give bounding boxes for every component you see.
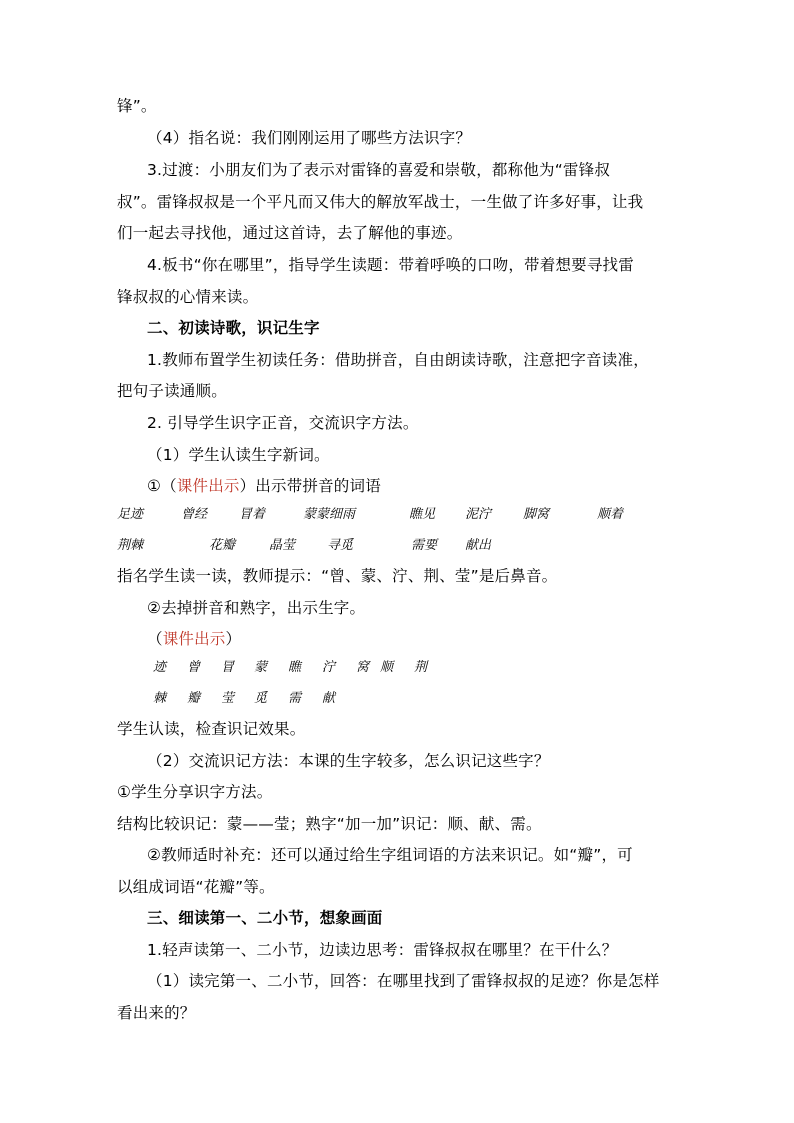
text-fragment: ）出示带拼音的词语 <box>239 477 381 495</box>
new-character: 泞 <box>322 660 336 675</box>
text-line: ①学生分享识字方法。 <box>117 783 273 801</box>
vocab-word: 花瓣 <box>209 538 236 553</box>
new-character: 需 <box>288 691 302 706</box>
new-character: 棘 <box>153 691 167 706</box>
text-line: 把句子读通顺。 <box>117 382 227 400</box>
new-character: 冒 <box>221 660 235 675</box>
new-character: 莹 <box>221 691 235 706</box>
new-character: 瞧 <box>288 660 302 675</box>
vocab-word: 脚窝 <box>523 507 550 522</box>
text-line: （1）学生认读生字新词。 <box>147 446 330 464</box>
text-line: 1.教师布置学生初读任务：借助拼音，自由朗读诗歌，注意把字音读准， <box>147 351 649 369</box>
text-fragment: ①（ <box>147 477 177 495</box>
vocab-word: 曾经 <box>181 507 208 522</box>
text-line: ②去掉拼音和熟字，出示生字。 <box>147 599 366 617</box>
text-line: 看出来的？ <box>117 1004 196 1022</box>
text-line: 4.板书“你在哪里”，指导学生读题：带着呼唤的口吻，带着想要寻找雷 <box>147 256 634 274</box>
vocab-word: 足迹 <box>117 507 144 522</box>
vocab-word: 泥泞 <box>465 507 492 522</box>
new-character: 顺 <box>380 660 394 675</box>
new-character: 献 <box>322 691 336 706</box>
section-heading-2: 二、初读诗歌，识记生字 <box>147 319 320 337</box>
text-line: 们一起去寻找他，通过这首诗，去了解他的事迹。 <box>117 224 463 242</box>
vocab-word: 蒙蒙细雨 <box>303 507 356 522</box>
courseware-label: 课件出示 <box>162 630 226 648</box>
vocab-word: 顺着 <box>597 507 624 522</box>
courseware-label: 课件出示 <box>176 477 240 495</box>
new-character: 曾 <box>187 660 201 675</box>
text-line: 指名学生读一读，教师提示：“曾、蒙、泞、荆、莹”是后鼻音。 <box>117 567 558 585</box>
text-line: 1.轻声读第一、二小节，边读边思考：雷锋叔叔在哪里？在干什么？ <box>147 941 618 959</box>
vocab-word: 晶莹 <box>269 538 296 553</box>
vocab-word: 献出 <box>465 538 492 553</box>
text-line: 结构比较识记：蒙——莹；熟字“加一加”识记：顺、献、需。 <box>117 815 542 833</box>
vocab-word: 荆棘 <box>117 538 144 553</box>
text-line: 以组成词语“花瓣”等。 <box>117 878 275 896</box>
vocab-word: 需要 <box>411 538 438 553</box>
new-character: 蒙 <box>254 660 268 675</box>
text-line: （1）读完第一、二小节，回答：在哪里找到了雷锋叔叔的足迹？你是怎样 <box>147 972 660 990</box>
new-character: 迹 <box>153 660 167 675</box>
vocab-word: 瞧见 <box>409 507 436 522</box>
text-line: 锋”。 <box>117 97 157 115</box>
new-character: 窝 <box>356 660 370 675</box>
text-line <box>147 476 381 496</box>
section-heading-3: 三、细读第一、二小节，想象画面 <box>147 909 383 927</box>
text-fragment: ） <box>225 630 242 648</box>
new-character: 瓣 <box>187 691 201 706</box>
text-line: （2）交流识记方法：本课的生字较多，怎么识记这些字？ <box>147 752 550 770</box>
text-line: ②教师适时补充：还可以通过给生字组词语的方法来识记。如“瓣”，可 <box>147 846 633 864</box>
text-fragment: （ <box>147 630 163 648</box>
new-character: 荆 <box>414 660 428 675</box>
text-line: （4）指名说：我们刚刚运用了哪些方法识字？ <box>147 129 472 147</box>
text-line: 3.过渡：小朋友们为了表示对雷锋的喜爱和崇敬，都称他为“雷锋叔 <box>147 161 611 179</box>
text-line: 锋叔叔的心情来读。 <box>117 288 259 306</box>
text-line: 叔”。雷锋叔叔是一个平凡而又伟大的解放军战士，一生做了许多好事，让我 <box>117 193 644 211</box>
text-line: 学生认读，检查识记效果。 <box>117 720 306 738</box>
vocab-word: 冒着 <box>239 507 266 522</box>
vocab-word: 寻觅 <box>327 538 354 553</box>
text-line: 2. 引导学生识字正音，交流识字方法。 <box>147 414 419 432</box>
text-line <box>147 629 241 649</box>
new-character: 觅 <box>254 691 268 706</box>
